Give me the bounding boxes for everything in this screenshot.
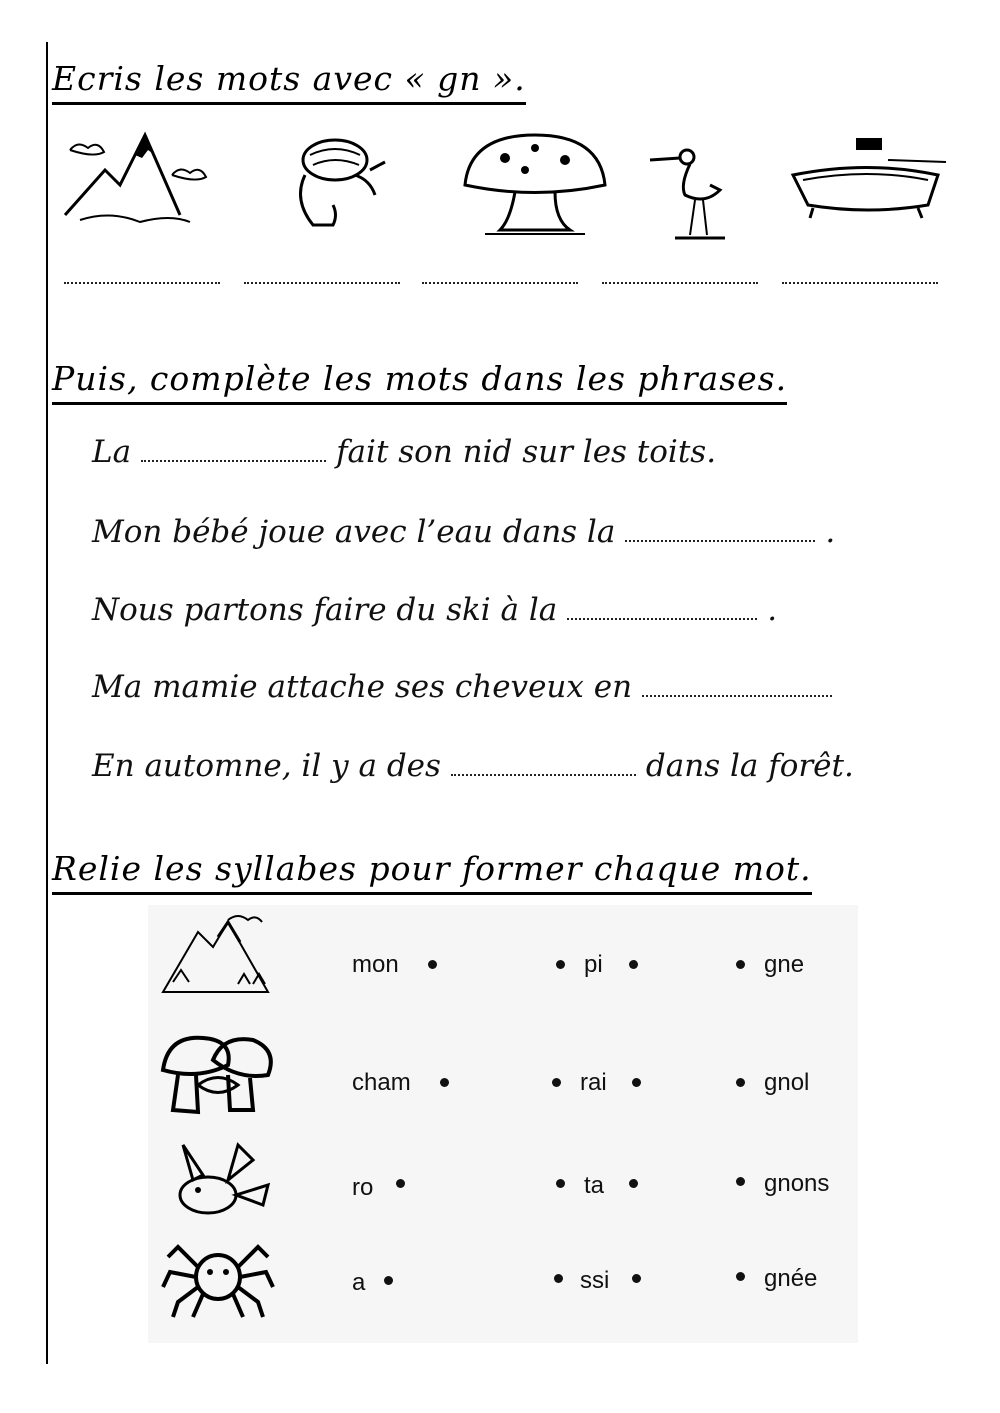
hair-bun-icon [275,130,435,245]
dot-col2-left[interactable] [556,960,565,969]
syllable-col1: cham [352,1069,411,1096]
dot-col3[interactable] [736,1078,745,1087]
syllable-col1: ro [352,1174,374,1201]
sentence-blank[interactable] [567,596,757,620]
answer-line-5[interactable] [782,282,938,284]
dot-col2-left[interactable] [552,1078,561,1087]
dot-col2-right[interactable] [629,1179,638,1188]
sentence-1 [92,430,716,474]
sentence-text-after: dans la forêt. [645,748,854,784]
heading-complete-sentences: Puis, complète les mots dans les phrases. [52,358,787,405]
answer-line-3[interactable] [422,282,578,284]
sentence-text-after: fait son nid sur les toits. [336,434,717,470]
syllable-col3: gnée [764,1265,818,1292]
answer-line-2[interactable] [244,282,400,284]
sentence-blank[interactable] [625,518,815,542]
syllable-col2: rai [580,1069,607,1096]
matching-row [148,1135,858,1230]
sentence-2 [92,510,835,554]
sentence-text-after: . [767,592,778,628]
dot-col1[interactable] [384,1276,393,1285]
syllable-col2: pi [584,951,603,978]
sentence-blank[interactable] [141,438,326,462]
sentence-5 [92,744,854,788]
mountain-icon [60,130,220,245]
sentence-blank[interactable] [642,673,832,697]
mountain-icon [158,912,278,1002]
sentence-text-before: En automne, il y a des [92,748,441,784]
matching-row [148,1232,858,1327]
answer-line-1[interactable] [64,282,220,284]
heading-write-words: Ecris les mots avec « gn ». [52,58,526,105]
syllable-col1: a [352,1269,366,1296]
matching-row [148,912,858,1007]
dot-col1[interactable] [440,1078,449,1087]
dot-col3[interactable] [736,960,745,969]
dot-col2-right[interactable] [632,1078,641,1087]
matching-row [148,1030,858,1125]
sentence-text-before: Mon bébé joue avec l’eau dans la [92,514,616,550]
picture-row [60,130,940,250]
syllable-col1: mon [352,951,399,978]
heading-link-syllables: Relie les syllabes pour former chaque mot. [52,848,812,895]
dot-col2-right[interactable] [632,1274,641,1283]
sentence-3 [92,588,777,632]
dot-col2-left[interactable] [554,1274,563,1283]
syllable-col3: gnons [764,1170,830,1197]
sentence-text-before: Ma mamie attache ses cheveux en [92,669,633,705]
sentence-text-before: La [92,434,132,470]
dot-col3[interactable] [736,1272,745,1281]
answer-line-4[interactable] [602,282,758,284]
sentence-4 [92,665,842,709]
mushroom-icon [455,130,615,245]
bird-icon [158,1135,278,1225]
dot-col3[interactable] [736,1177,745,1186]
syllable-col2: ssi [580,1267,610,1294]
stork-icon [635,130,795,245]
dot-col2-right[interactable] [629,960,638,969]
sentence-blank[interactable] [451,752,636,776]
bathtub-icon [788,130,948,245]
sentence-text-before: Nous partons faire du ski à la [92,592,558,628]
dot-col2-left[interactable] [556,1179,565,1188]
dot-col1[interactable] [428,960,437,969]
syllable-col2: ta [584,1172,605,1199]
syllable-col3: gne [764,951,805,978]
mushrooms-icon [158,1030,278,1120]
margin-line [46,42,48,1364]
dot-col1[interactable] [396,1179,405,1188]
spider-icon [158,1232,278,1322]
sentence-text-after: . [825,514,836,550]
syllable-col3: gnol [764,1069,810,1096]
